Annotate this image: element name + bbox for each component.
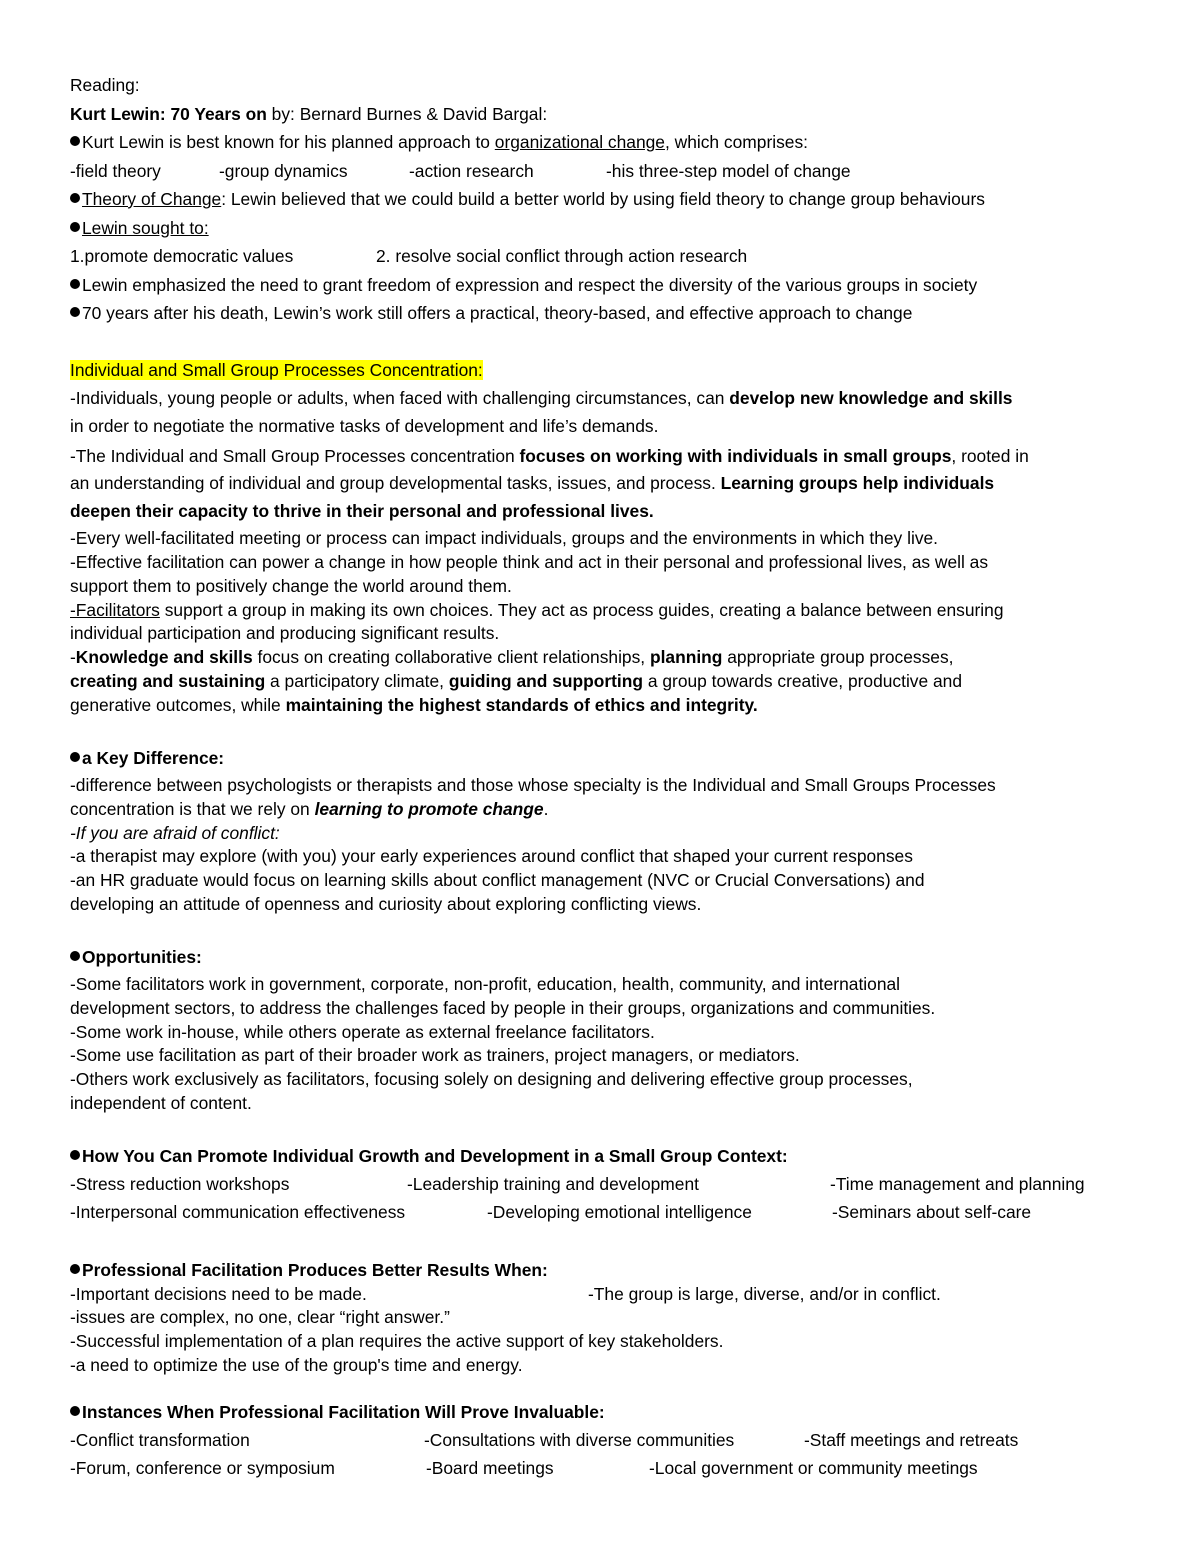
bullet-icon: [70, 279, 80, 289]
known-text-end: , which comprises:: [664, 132, 808, 152]
instances-item: -Consultations with diverse communities: [424, 1430, 735, 1450]
concentration-p2-line3: deepen their capacity to thrive in their personal and professional lives.: [70, 501, 654, 521]
p6-text-4: a group towards creative, productive and: [643, 671, 963, 691]
professional-l4: -a need to optimize the use of the group's time and energy.: [70, 1355, 523, 1375]
instances-item: -Forum, conference or symposium: [70, 1458, 335, 1478]
p1-bold: develop new knowledge and skills: [729, 388, 1013, 408]
promote-item: -Developing emotional intelligence: [487, 1202, 752, 1222]
promote-item: -Leadership training and development: [407, 1174, 699, 1194]
opportunities-heading: [70, 946, 202, 968]
concentration-p6-line2: [70, 670, 962, 692]
key-difference-l3: -If you are afraid of conflict:: [70, 823, 280, 843]
instances-row-2: [70, 1457, 1070, 1479]
emphasized-line: [70, 274, 977, 296]
concentration-p2-line2: [70, 472, 994, 494]
p2-line2-bold: Learning groups help individuals: [720, 473, 995, 493]
theory-of-change-text: : Lewin believed that we could build a better world by using field theory to change group behaviours: [221, 189, 985, 209]
instances-item: -Conflict transformation: [70, 1430, 250, 1450]
professional-l2: -issues are complex, no one, clear “right answer.”: [70, 1307, 450, 1327]
key-difference-l5: -an HR graduate would focus on learning skills about conflict management (NVC or Crucial Conversations) and: [70, 870, 925, 890]
kd-l2-bold-italic: learning to promote change: [314, 799, 544, 819]
bullet-icon: [70, 1150, 80, 1160]
concentration-p6-line3: [70, 694, 758, 716]
sought-label: Lewin sought to:: [82, 218, 209, 238]
opportunities-heading-text: Opportunities:: [82, 947, 202, 967]
key-difference-l4: -a therapist may explore (with you) your early experiences around conflict that shaped your current responses: [70, 846, 913, 866]
instances-item: -Board meetings: [426, 1458, 554, 1478]
seventy-years-line: [70, 302, 912, 324]
p6-text-2: appropriate group processes,: [722, 647, 954, 667]
concentration-p1-line2: in order to negotiate the normative tasks of development and life’s demands.: [70, 416, 659, 436]
bullet-icon: [70, 1406, 80, 1416]
opportunities-l5: -Others work exclusively as facilitators, focusing solely on designing and delivering effective group processes,: [70, 1069, 913, 1089]
concentration-p5-line2: individual participation and producing significant results.: [70, 623, 500, 643]
key-difference-l6: developing an attitude of openness and curiosity about exploring conflicting views.: [70, 894, 702, 914]
kd-l2-text: concentration is that we rely on: [70, 799, 315, 819]
sought-item-1: 1.promote democratic values: [70, 246, 294, 266]
key-difference-heading: [70, 747, 224, 769]
promote-row-2: [70, 1201, 1130, 1223]
p6-bold-2: planning: [649, 647, 723, 667]
p6-bold-4: guiding and supporting: [448, 671, 644, 691]
bullet-icon: [70, 752, 80, 762]
concentration-p4-line1: -Effective facilitation can power a change in how people think and act in their personal and professional lives, as well as: [70, 552, 989, 572]
bullet-icon: [70, 307, 80, 317]
concentration-heading: [70, 359, 483, 381]
concentration-p1-line1: [70, 387, 1012, 409]
p2-text: -The Individual and Small Group Processes concentration: [70, 446, 520, 466]
seventy-years-text: 70 years after his death, Lewin’s work still offers a practical, theory-based, and effective approach to change: [82, 303, 913, 323]
theory-of-change-line: [70, 188, 985, 210]
opportunities-l6: independent of content.: [70, 1093, 252, 1113]
key-difference-heading-text: a Key Difference:: [82, 748, 225, 768]
p2-text-end: , rooted in: [951, 446, 1029, 466]
instances-row-1: [70, 1429, 1070, 1451]
professional-heading-text: Professional Facilitation Produces Better Results When:: [82, 1260, 548, 1280]
p2-line2-text: an understanding of individual and group developmental tasks, issues, and process.: [70, 473, 721, 493]
opportunities-l3: -Some work in-house, while others operate as external freelance facilitators.: [70, 1022, 655, 1042]
p6-bold-1: Knowledge and skills: [75, 647, 253, 667]
p1-text: -Individuals, young people or adults, when faced with challenging circumstances, can: [70, 388, 730, 408]
article-title: [70, 103, 547, 125]
instances-heading: [70, 1401, 605, 1423]
professional-l1: [70, 1283, 1070, 1305]
instances-heading-text: Instances When Professional Facilitation Will Prove Invaluable:: [82, 1402, 605, 1422]
p6-dash: -: [70, 647, 76, 667]
concentration-p4-line2: support them to positively change the world around them.: [70, 576, 512, 596]
opportunities-l1: -Some facilitators work in government, corporate, non-profit, education, health, community, and international: [70, 974, 901, 994]
article-title-bold: Kurt Lewin: 70 Years on: [70, 104, 267, 124]
p6-bold-3: creating and sustaining: [70, 671, 266, 691]
concentration-heading-highlight: Individual and Small Group Processes Concentration:: [70, 360, 483, 380]
sought-heading: [70, 217, 209, 239]
sought-item-2: 2. resolve social conflict through action research: [376, 246, 748, 266]
theory-of-change-label: Theory of Change: [82, 189, 222, 209]
components-row: [70, 160, 970, 182]
bullet-icon: [70, 193, 80, 203]
promote-item: -Stress reduction workshops: [70, 1174, 290, 1194]
known-text: Kurt Lewin is best known for his planned approach to: [82, 132, 495, 152]
facilitators-underlined: -Facilitators: [70, 600, 160, 620]
key-difference-l1: -difference between psychologists or therapists and those whose specialty is the Individual and Small Groups Processes: [70, 775, 996, 795]
sought-items: [70, 245, 970, 267]
opportunities-l2: development sectors, to address the challenges faced by people in their groups, organizations and communities.: [70, 998, 936, 1018]
bullet-icon: [70, 136, 80, 146]
professional-item: -The group is large, diverse, and/or in conflict.: [588, 1284, 941, 1304]
promote-item: -Interpersonal communication effectiveness: [70, 1202, 406, 1222]
component-group-dynamics: -group dynamics: [219, 161, 348, 181]
kd-l2-period: .: [543, 799, 549, 819]
instances-item: -Staff meetings and retreats: [804, 1430, 1019, 1450]
professional-item: -Important decisions need to be made.: [70, 1284, 367, 1304]
component-field-theory: -field theory: [70, 161, 161, 181]
promote-heading-text: How You Can Promote Individual Growth and Development in a Small Group Context:: [82, 1146, 788, 1166]
concentration-p6-line1: [70, 646, 953, 668]
p6-bold-5: maintaining the highest standards of ethics and integrity.: [285, 695, 758, 715]
bullet-icon: [70, 951, 80, 961]
component-action-research: -action research: [409, 161, 534, 181]
opportunities-l4: -Some use facilitation as part of their broader work as trainers, project managers, or mediators.: [70, 1045, 800, 1065]
p5-text: support a group in making its own choices. They act as process guides, creating a balance between ensuring: [159, 600, 1004, 620]
promote-item: -Seminars about self-care: [832, 1202, 1032, 1222]
reading-label: Reading:: [70, 75, 140, 95]
component-three-step-model: -his three-step model of change: [606, 161, 851, 181]
professional-l3: -Successful implementation of a plan requires the active support of key stakeholders.: [70, 1331, 724, 1351]
known-line: [70, 131, 808, 153]
concentration-p3: -Every well-facilitated meeting or process can impact individuals, groups and the environments in which they live.: [70, 528, 939, 548]
concentration-p2-line1: [70, 445, 1029, 467]
p6-text-3: a participatory climate,: [265, 671, 449, 691]
instances-item: -Local government or community meetings: [649, 1458, 978, 1478]
concentration-p5-line1: [70, 599, 1004, 621]
promote-heading: [70, 1145, 788, 1167]
professional-heading: [70, 1259, 548, 1281]
promote-row-1: [70, 1173, 1130, 1195]
bullet-icon: [70, 222, 80, 232]
organizational-change-underlined: organizational change: [494, 132, 665, 152]
promote-item: -Time management and planning: [830, 1174, 1085, 1194]
bullet-icon: [70, 1264, 80, 1274]
p6-text-5: generative outcomes, while: [70, 695, 286, 715]
emphasized-text: Lewin emphasized the need to grant freedom of expression and respect the diversity of the various groups in society: [82, 275, 978, 295]
key-difference-l2: [70, 798, 548, 820]
article-authors: by: Bernard Burnes & David Bargal:: [266, 104, 548, 124]
p2-bold: focuses on working with individuals in small groups: [519, 446, 952, 466]
p6-text-1: focus on creating collaborative client relationships,: [252, 647, 650, 667]
